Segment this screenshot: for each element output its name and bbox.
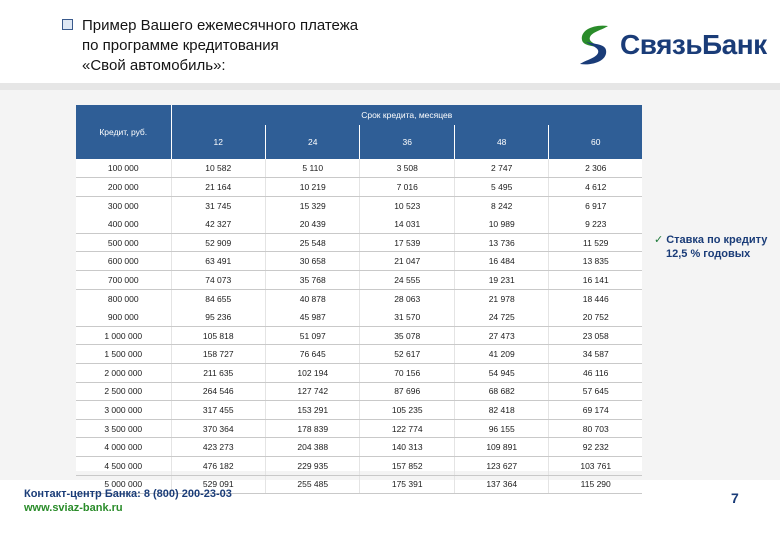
monthly-payment-cell: 370 364: [171, 419, 265, 438]
checkmark-icon: ✓: [654, 234, 664, 246]
monthly-payment-cell: 255 485: [265, 475, 359, 494]
monthly-payment-cell: 95 236: [171, 308, 265, 327]
title-line-1: Пример Вашего ежемесячного платежа: [82, 17, 359, 34]
credit-amount-cell: 3 000 000: [76, 401, 171, 420]
credit-amount-cell: 2 000 000: [76, 364, 171, 383]
monthly-payment-cell: 9 223: [549, 215, 642, 234]
table-row: [76, 382, 642, 401]
credit-amount-cell: 100 000: [76, 159, 171, 178]
monthly-payment-cell: 24 725: [454, 308, 548, 327]
monthly-payment-cell: 19 231: [454, 271, 548, 290]
monthly-payment-cell: 35 078: [360, 326, 454, 345]
monthly-payment-cell: 175 391: [360, 475, 454, 494]
monthly-payment-cell: 80 703: [549, 419, 642, 438]
term-48-header: 48: [454, 125, 548, 159]
monthly-payment-cell: 34 587: [549, 345, 642, 364]
monthly-payment-cell: 16 141: [549, 271, 642, 290]
table-row: [76, 364, 642, 383]
table-row: [76, 233, 642, 252]
monthly-payment-cell: 70 156: [360, 364, 454, 383]
monthly-payment-cell: 158 727: [171, 345, 265, 364]
monthly-payment-cell: 16 484: [454, 252, 548, 271]
monthly-payment-cell: 52 617: [360, 345, 454, 364]
payment-table-container: [76, 105, 642, 490]
table-row: [76, 196, 642, 215]
credit-amount-cell: 800 000: [76, 289, 171, 308]
monthly-payment-cell: 204 388: [265, 438, 359, 457]
monthly-payment-cell: 103 761: [549, 457, 642, 476]
table-row: [76, 401, 642, 420]
monthly-payment-cell: 153 291: [265, 401, 359, 420]
monthly-payment-cell: 92 232: [549, 438, 642, 457]
monthly-payment-cell: 10 219: [265, 178, 359, 197]
table-row: [76, 252, 642, 271]
monthly-payment-cell: 14 031: [360, 215, 454, 234]
credit-amount-cell: 400 000: [76, 215, 171, 234]
header-divider: [0, 83, 780, 90]
monthly-payment-cell: 317 455: [171, 401, 265, 420]
monthly-payment-cell: 529 091: [171, 475, 265, 494]
monthly-payment-cell: 10 582: [171, 159, 265, 178]
monthly-payment-cell: 45 987: [265, 308, 359, 327]
credit-amount-cell: 4 500 000: [76, 457, 171, 476]
monthly-payment-cell: 109 891: [454, 438, 548, 457]
bank-logo: [574, 22, 767, 68]
monthly-payment-cell: 7 016: [360, 178, 454, 197]
monthly-payment-cell: 2 306: [549, 159, 642, 178]
table-row: [76, 457, 642, 476]
credit-amount-cell: 2 500 000: [76, 382, 171, 401]
table-row: [76, 178, 642, 197]
monthly-payment-cell: 82 418: [454, 401, 548, 420]
credit-amount-cell: 500 000: [76, 233, 171, 252]
monthly-payment-cell: 8 242: [454, 196, 548, 215]
monthly-payment-cell: 10 523: [360, 196, 454, 215]
credit-amount-header: Кредит, руб.: [76, 105, 171, 159]
monthly-payment-cell: 69 174: [549, 401, 642, 420]
monthly-payment-cell: 264 546: [171, 382, 265, 401]
credit-amount-cell: 300 000: [76, 196, 171, 215]
monthly-payment-cell: 76 645: [265, 345, 359, 364]
monthly-payment-cell: 25 548: [265, 233, 359, 252]
monthly-payment-cell: 27 473: [454, 326, 548, 345]
credit-amount-cell: 200 000: [76, 178, 171, 197]
monthly-payment-cell: 15 329: [265, 196, 359, 215]
monthly-payment-cell: 229 935: [265, 457, 359, 476]
credit-amount-cell: 1 000 000: [76, 326, 171, 345]
page-number: 7: [731, 490, 739, 506]
credit-amount-cell: 700 000: [76, 271, 171, 290]
monthly-payment-cell: 84 655: [171, 289, 265, 308]
monthly-payment-cell: 13 835: [549, 252, 642, 271]
monthly-payment-cell: 21 164: [171, 178, 265, 197]
contact-center-phone: Контакт-центр Банка: 8 (800) 200-23-03: [24, 488, 232, 500]
term-24-header: 24: [265, 125, 359, 159]
monthly-payment-cell: 63 491: [171, 252, 265, 271]
monthly-payment-cell: 28 063: [360, 289, 454, 308]
title-line-2: по программе кредитования: [82, 37, 279, 54]
term-36-header: 36: [360, 125, 454, 159]
payment-table: [76, 105, 642, 494]
monthly-payment-cell: 2 747: [454, 159, 548, 178]
monthly-payment-cell: 18 446: [582, 293, 609, 304]
table-row: [76, 326, 642, 345]
rate-note: [654, 233, 767, 261]
monthly-payment-cell: 23 058: [549, 326, 642, 345]
monthly-payment-cell: 211 635: [171, 364, 265, 383]
table-row: [76, 271, 642, 290]
rate-note-line-2: 12,5 % годовых: [666, 248, 751, 260]
bank-logo-text: СвязьБанк: [620, 29, 767, 60]
term-12-header: 12: [171, 125, 265, 159]
monthly-payment-cell: 31 745: [171, 196, 265, 215]
monthly-payment-cell: 6 917: [585, 200, 607, 211]
loan-term-header: Срок кредита, месяцев: [171, 105, 642, 125]
monthly-payment-cell: 11 529: [549, 233, 642, 252]
monthly-payment-cell: 17 539: [360, 233, 454, 252]
monthly-payment-cell: 105 235: [360, 401, 454, 420]
monthly-payment-cell: 127 742: [265, 382, 359, 401]
monthly-payment-cell: 21 047: [360, 252, 454, 271]
monthly-payment-cell: 5 495: [454, 178, 548, 197]
monthly-payment-cell: 31 570: [360, 308, 454, 327]
monthly-payment-cell: 24 555: [360, 271, 454, 290]
monthly-payment-cell: 20 752: [549, 308, 642, 327]
credit-amount-cell: 600 000: [76, 252, 171, 271]
monthly-payment-cell: 13 736: [454, 233, 548, 252]
monthly-payment-cell: 54 945: [454, 364, 548, 383]
monthly-payment-cell: 115 290: [549, 475, 642, 494]
table-row: [76, 308, 642, 327]
monthly-payment-cell: 122 774: [360, 419, 454, 438]
footer: [24, 487, 232, 515]
term-60-header: 60: [549, 125, 642, 159]
square-bullet-icon: [62, 19, 73, 30]
monthly-payment-cell: 123 627: [454, 457, 548, 476]
table-row: [76, 438, 642, 457]
monthly-payment-cell: 21 978: [454, 289, 548, 308]
table-row: [76, 345, 642, 364]
monthly-payment-cell: 423 273: [171, 438, 265, 457]
monthly-payment-cell: 157 852: [360, 457, 454, 476]
monthly-payment-cell: 35 768: [265, 271, 359, 290]
table-row: [76, 419, 642, 438]
monthly-payment-cell: 40 878: [265, 289, 359, 308]
monthly-payment-cell: 87 696: [360, 382, 454, 401]
table-row: [76, 215, 642, 234]
monthly-payment-cell: 105 818: [171, 326, 265, 345]
payment-table-body: [76, 159, 642, 494]
monthly-payment-cell: 20 439: [265, 215, 359, 234]
monthly-payment-cell: 41 209: [454, 345, 548, 364]
monthly-payment-cell: 476 182: [171, 457, 265, 476]
slide-title: [62, 16, 502, 76]
monthly-payment-cell: 57 645: [549, 382, 642, 401]
monthly-payment-cell: 96 155: [454, 419, 548, 438]
monthly-payment-cell: 137 364: [454, 475, 548, 494]
bank-website-link[interactable]: www.sviaz-bank.ru: [24, 502, 123, 514]
monthly-payment-cell: 42 327: [171, 215, 265, 234]
monthly-payment-cell: 140 313: [360, 438, 454, 457]
monthly-payment-cell: 3 508: [360, 159, 454, 178]
monthly-payment-cell: 68 682: [454, 382, 548, 401]
credit-amount-cell: 5 000 000: [76, 475, 171, 494]
monthly-payment-cell: 5 110: [265, 159, 359, 178]
bank-logo-icon: [574, 22, 614, 68]
monthly-payment-cell: 4 612: [549, 178, 642, 197]
credit-amount-cell: 3 500 000: [76, 419, 171, 438]
monthly-payment-cell: 74 073: [171, 271, 265, 290]
monthly-payment-cell: 178 839: [265, 419, 359, 438]
monthly-payment-cell: 52 909: [171, 233, 265, 252]
table-row: [76, 289, 642, 308]
credit-amount-cell: 900 000: [76, 308, 171, 327]
table-row: [76, 159, 642, 178]
monthly-payment-cell: 102 194: [265, 364, 359, 383]
credit-amount-cell: 1 500 000: [76, 345, 171, 364]
monthly-payment-cell: 51 097: [265, 326, 359, 345]
monthly-payment-cell: 10 989: [454, 215, 548, 234]
monthly-payment-cell: 30 658: [265, 252, 359, 271]
credit-amount-cell: 4 000 000: [76, 438, 171, 457]
title-line-3: «Свой автомобиль»:: [82, 57, 226, 74]
monthly-payment-cell: 46 116: [549, 364, 642, 383]
rate-note-line-1: Ставка по кредиту: [666, 234, 768, 246]
